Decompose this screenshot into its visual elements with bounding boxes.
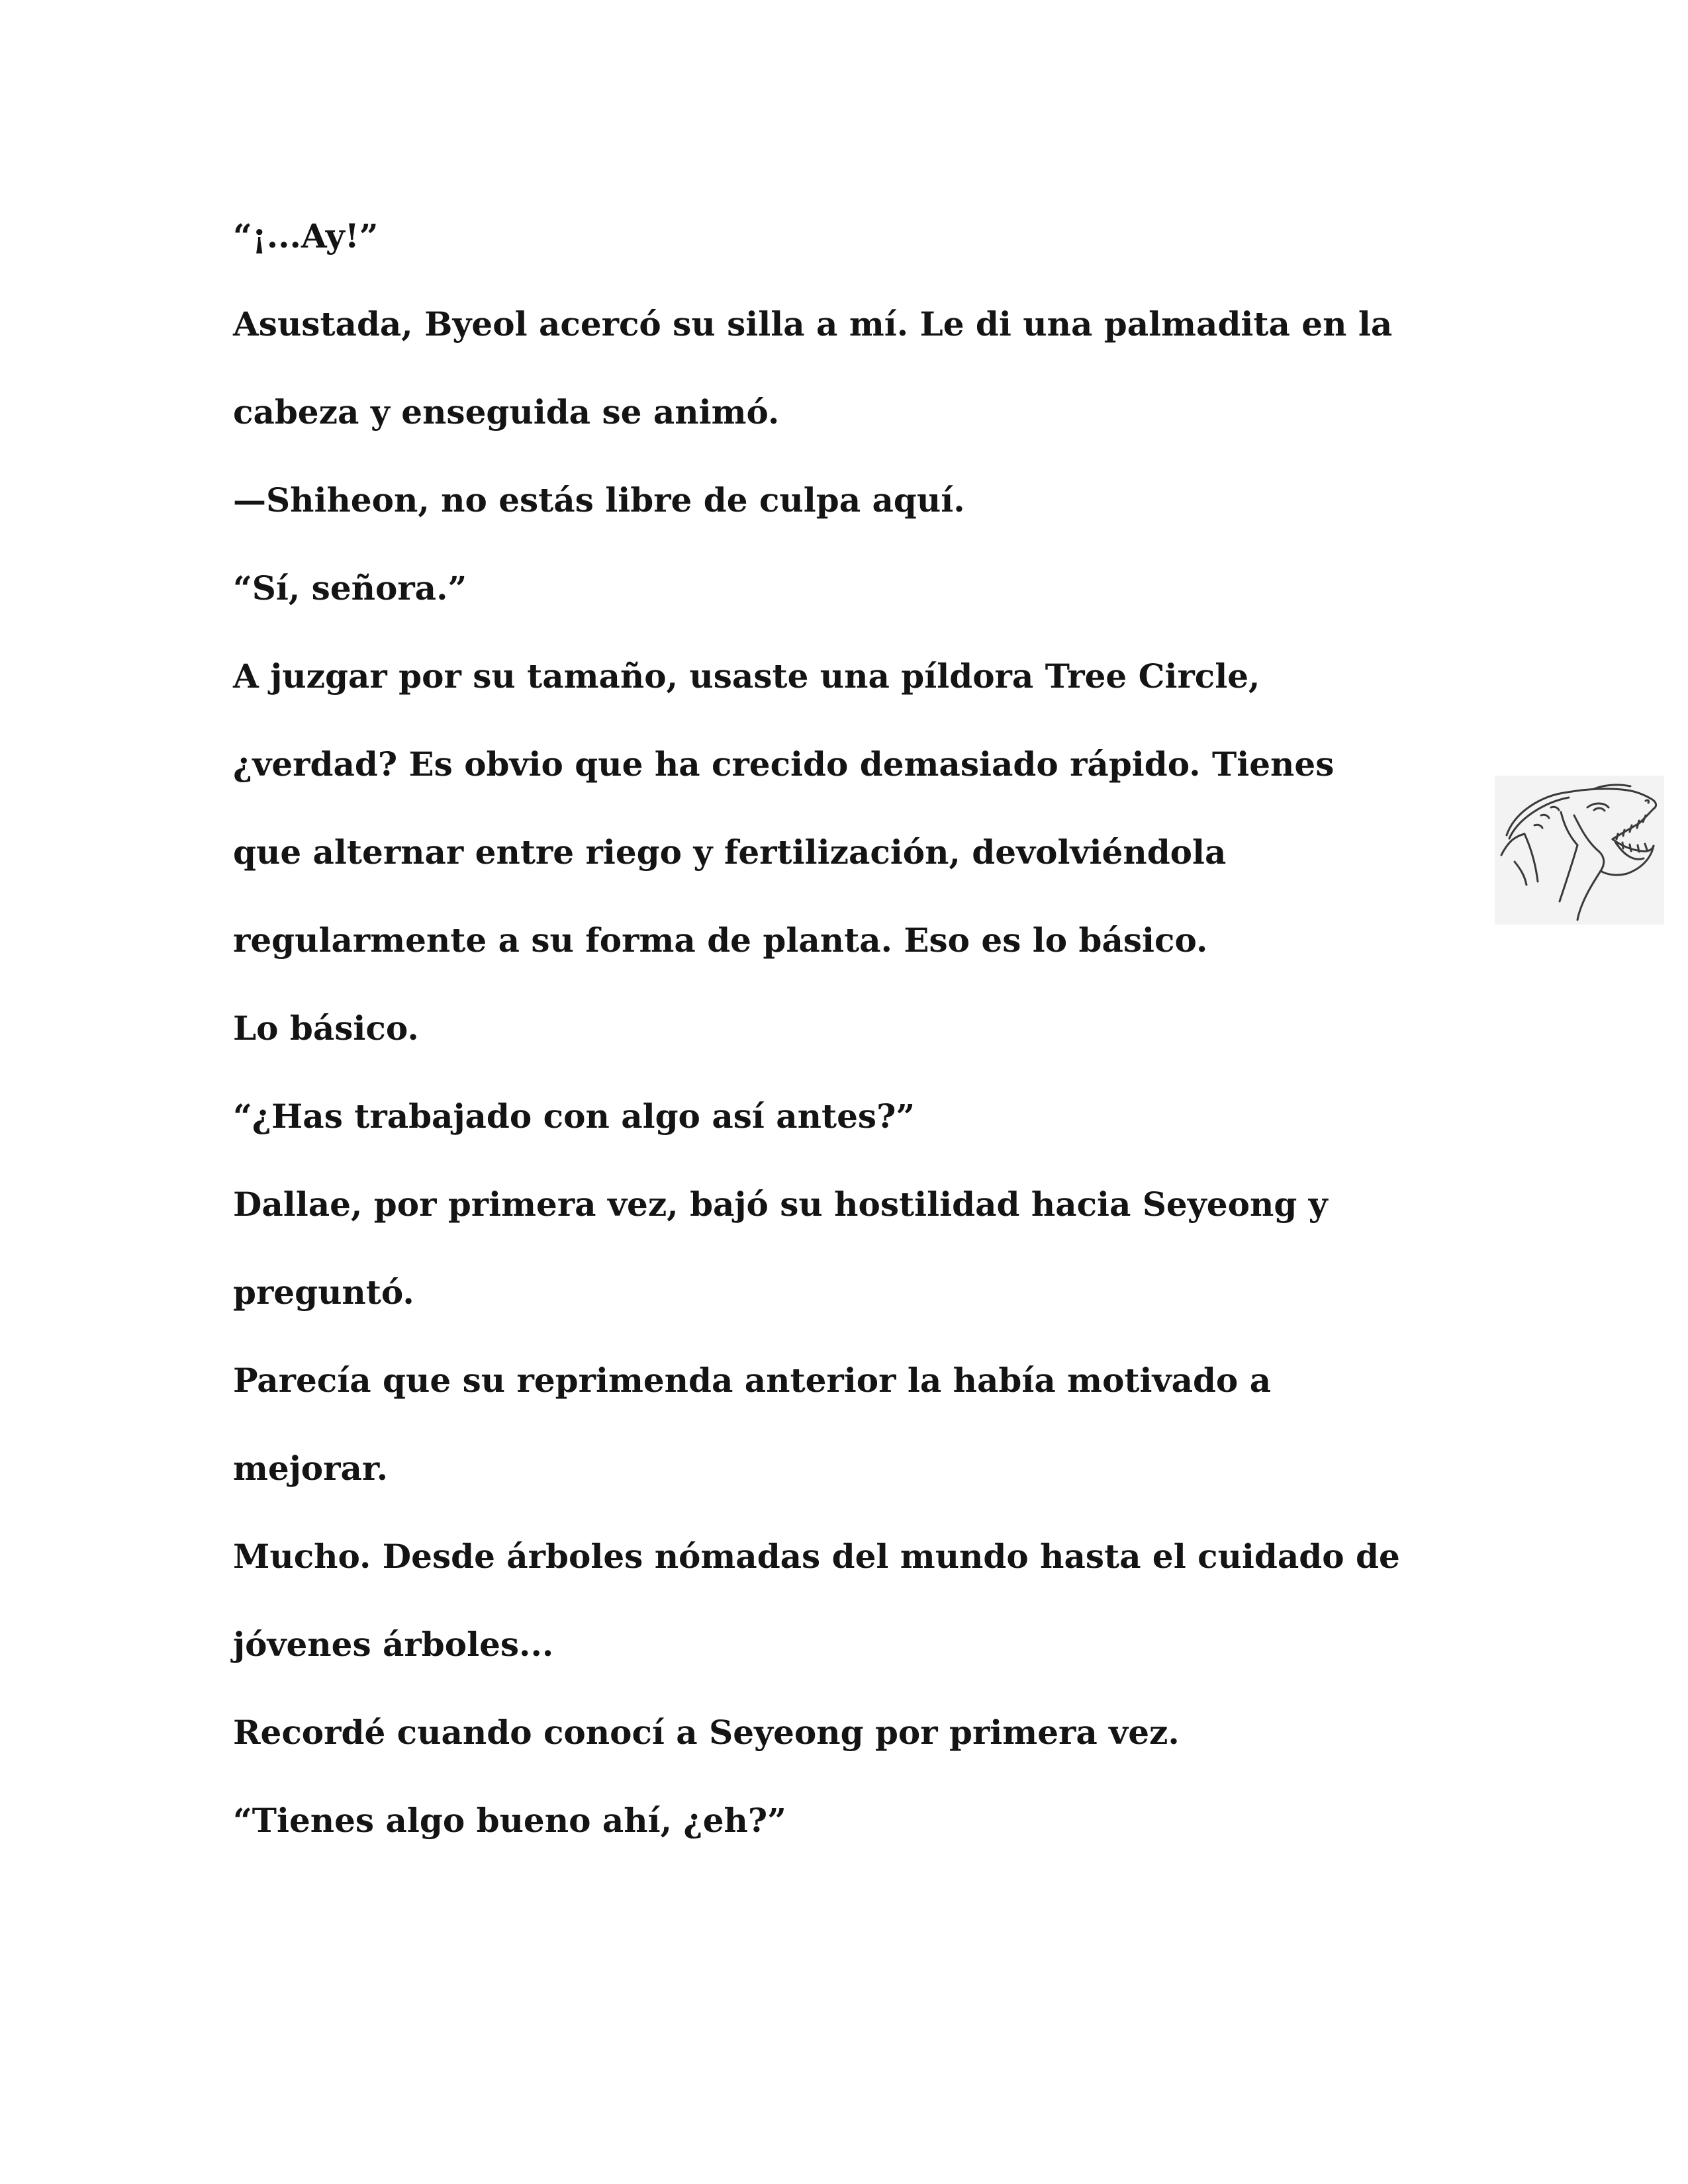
text-line: preguntó. <box>233 1273 414 1312</box>
body-text <box>233 192 1458 1864</box>
text-line: —Shiheon, no estás libre de culpa aquí. <box>233 480 965 520</box>
text-line: A juzgar por su tamaño, usaste una píldora Tree Circle, <box>233 657 1260 696</box>
text-line: ¿verdad? Es obvio que ha crecido demasiado rápido. Tienes <box>233 745 1335 784</box>
text-line: Mucho. Desde árboles nómadas del mundo hasta el cuidado de <box>233 1537 1400 1576</box>
text-line: “¡...Ay!” <box>233 216 379 255</box>
dinosaur-head-sketch-icon <box>1495 776 1664 925</box>
text-line: regularmente a su forma de planta. Eso es lo básico. <box>233 921 1208 960</box>
text-line: “¿Has trabajado con algo así antes?” <box>233 1097 915 1136</box>
text-line: jóvenes árboles... <box>233 1625 554 1664</box>
text-line: que alternar entre riego y fertilización, devolviéndola <box>233 833 1227 872</box>
text-line: Parecía que su reprimenda anterior la había motivado a <box>233 1361 1272 1400</box>
text-line: Recordé cuando conocí a Seyeong por primera vez. <box>233 1713 1180 1752</box>
text-line: Asustada, Byeol acercó su silla a mí. Le di una palmadita en la <box>233 304 1393 343</box>
text-line: “Tienes algo bueno ahí, ¿eh?” <box>233 1801 786 1840</box>
text-line: mejorar. <box>233 1449 389 1488</box>
text-line: “Sí, señora.” <box>233 569 467 608</box>
text-line: cabeza y enseguida se animó. <box>233 392 780 432</box>
text-line: Lo básico. <box>233 1009 419 1048</box>
text-line: Dallae, por primera vez, bajó su hostilidad hacia Seyeong y <box>233 1185 1328 1224</box>
